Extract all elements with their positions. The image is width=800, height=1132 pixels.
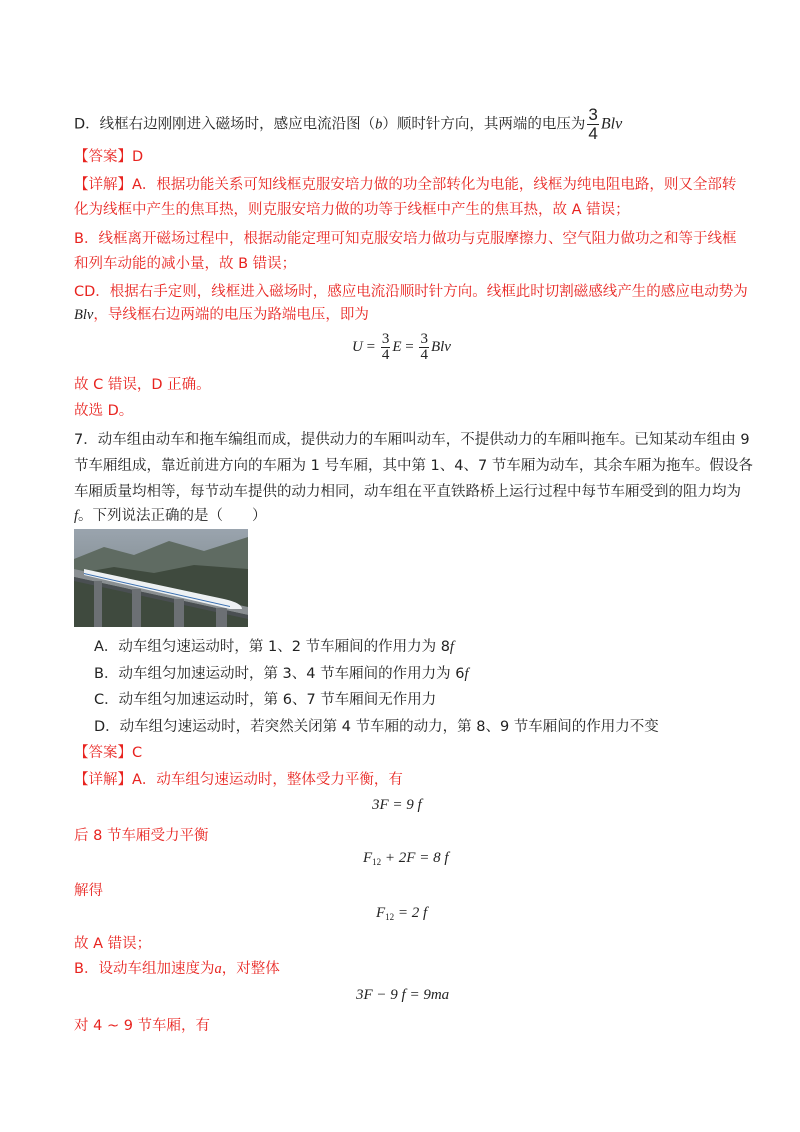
option-d-prev: D．线框右边刚刚进入磁场时，感应电流沿图（b）顺时针方向，其两端的电压为 $\frac{3}{4}$ Blv [74,105,623,143]
q7-line3: 车厢质量均相等，每节动车提供的动力相同，动车组在平直铁路桥上运行过程中每节车厢受到的阻力均为 [74,484,741,500]
equation-u: U = $\frac{3}{4}$ E = $\frac{3}{4}$ Blv [352,331,451,363]
q7-line2: 节车厢组成，靠近前进方向的车厢为 1 号车厢，其中第 1、4、7 节车厢为动车，其余车厢为拖车。假设各 [74,458,753,474]
detail-6-line7: 故 C 错误，D 正确。 [74,377,211,393]
answer-7: 【答案】C [74,745,143,761]
detail-6-line5: CD．根据右手定则，线框进入磁场时，感应电流沿顺时针方向。线框此时切割磁感线产生的感应电动势为 [74,284,748,300]
detail-7-line6: 对 4 ~ 9 节车厢，有 [74,1018,211,1034]
detail-7-line2: 后 8 节车厢受力平衡 [74,828,209,844]
answer-6: 【答案】D [74,149,144,165]
detail-6-line1: 【详解】A．根据功能关系可知线框克服安培力做的功全部转化为电能，线框为纯电阻电路，则又全部转 [74,177,737,193]
figure-ref: b [375,116,383,133]
equation-3f-9f: 3F = 9 f [372,797,422,813]
q7-option-c: C．动车组匀加速运动时，第 6、7 节车厢间无作用力 [94,692,437,708]
equation-f12-2f-result: $F_{12} = 2$ f [376,905,428,922]
detail-6-line4: 和列车动能的减小量，故 B 错误； [74,256,297,272]
detail-6-line3: B．线框离开磁场过程中，根据动能定理可知克服安培力做功与克服摩擦力、空气阻力做功之和等于线框 [74,231,737,247]
q7-line4: f。下列说法正确的是（ ） [74,508,267,524]
detail-6-line6: Blv，导线框右边两端的电压为路端电压，即为 [74,307,369,323]
q7-option-d: D．动车组匀速运动时，若突然关闭第 4 节车厢的动力，第 8、9 节车厢间的作用力不变 [94,719,659,735]
detail-6-line8: 故选 D。 [74,403,134,419]
detail-7-line4: 故 A 错误； [74,936,152,952]
detail-7-line5: B．设动车组加速度为a，对整体 [74,961,280,977]
detail-6-line2: 化为线框中产生的焦耳热，则克服安培力做的功等于线框中产生的焦耳热，故 A 错误； [74,202,630,218]
q7-option-b: B．动车组匀加速运动时，第 3、4 节车厢间的作用力为 6f [94,666,469,682]
train-photo-illustration [74,529,248,627]
train-on-bridge-photo [74,529,248,627]
fraction-3-4: $\frac{3}{4}$ [588,105,598,143]
equation-f12-2f: $F_{12} + 2F = 8$ f [363,850,449,867]
equation-3f-9f-9ma: 3F − 9 f = 9ma [356,987,450,1003]
detail-7-line3: 解得 [74,883,103,899]
q7-option-a: A．动车组匀速运动时，第 1、2 节车厢间的作用力为 8f [94,639,454,655]
detail-7-line1: 【详解】A．动车组匀速运动时，整体受力平衡，有 [74,772,403,788]
q7-line1: 7．动车组由动车和拖车编组而成，提供动力的车厢叫动车，不提供动力的车厢叫拖车。已知某动车组由 9 [74,432,750,448]
